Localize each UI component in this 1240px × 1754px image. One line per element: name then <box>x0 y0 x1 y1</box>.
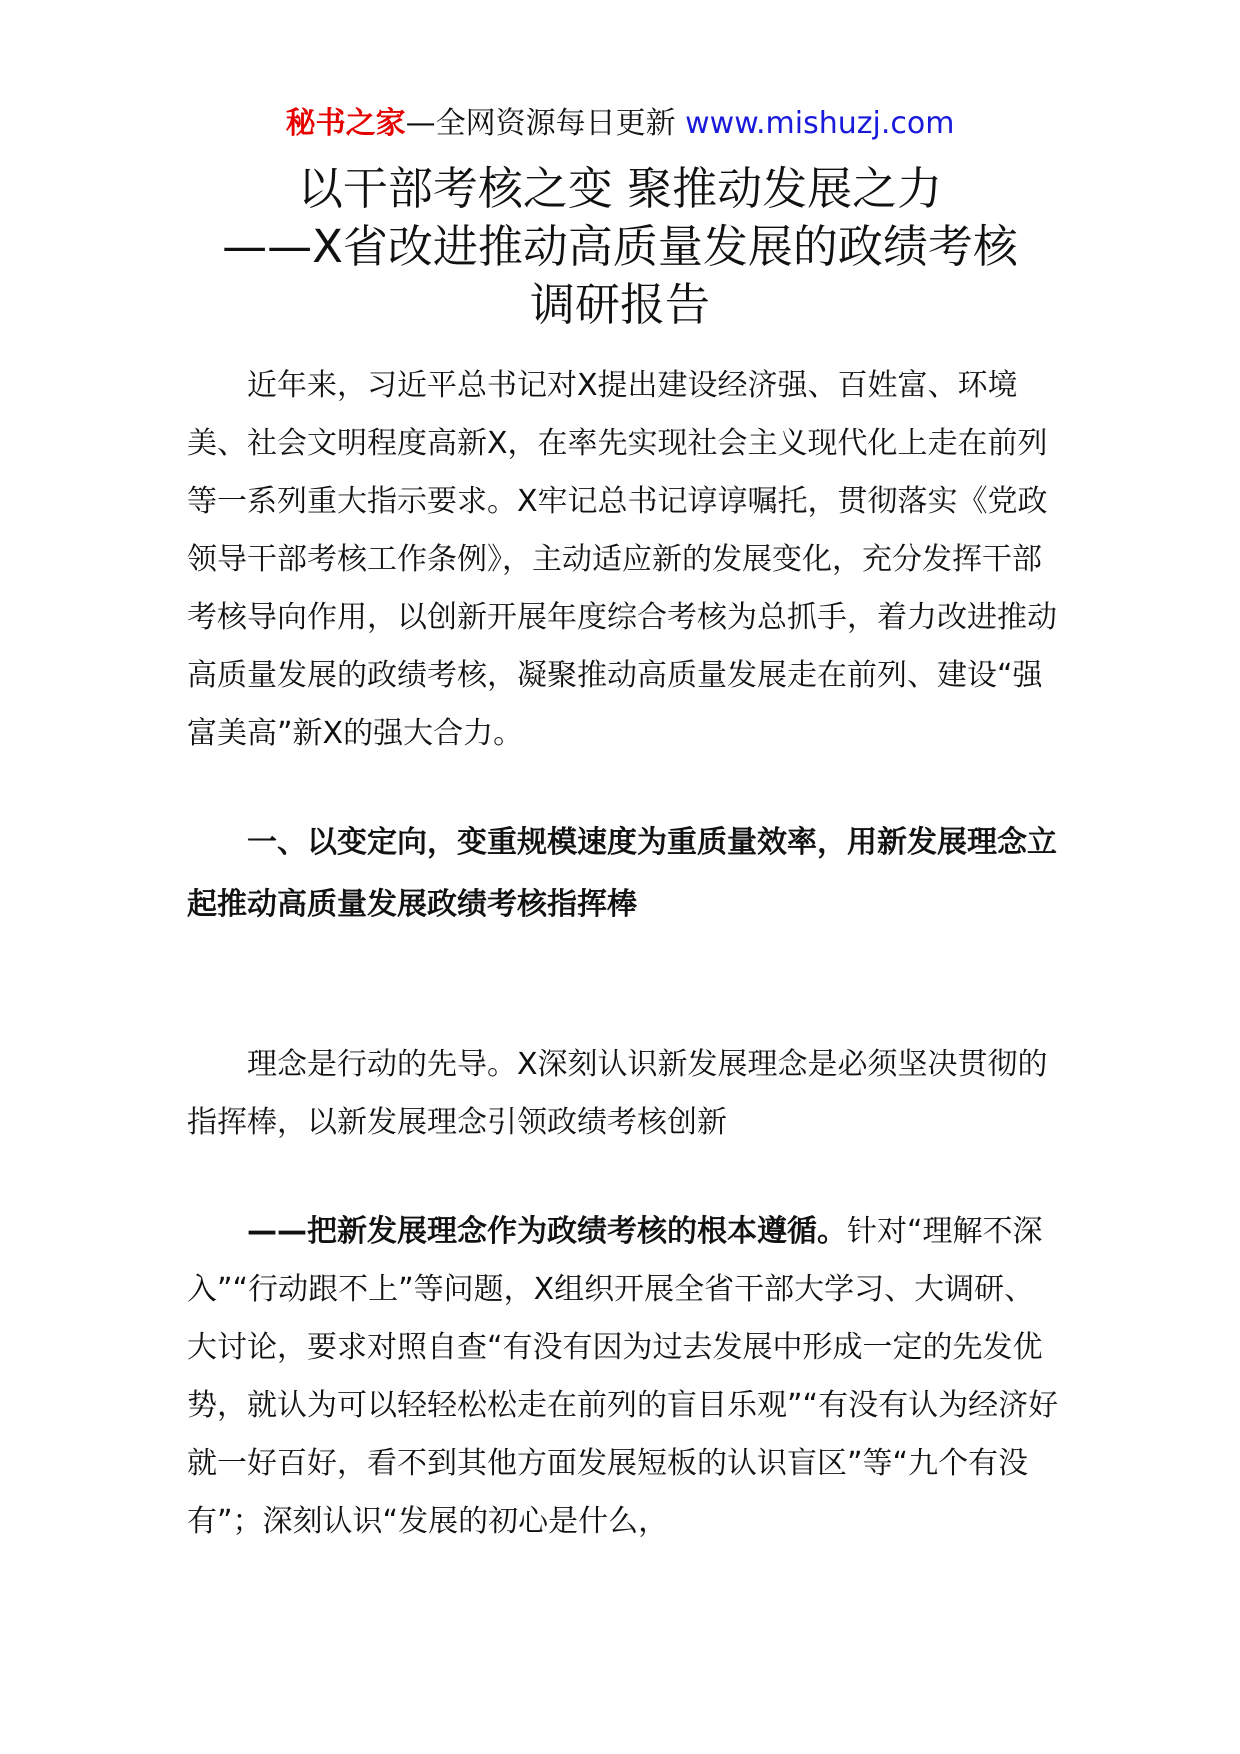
title-line-report: 调研报告 <box>529 278 710 331</box>
paragraph-body-text: 针对“理解不深入”“行动跟不上”等问题，X组织开展全省干部大学习、大调研、大讨论，要求对照自查“有没有因为过去发展中形成一定的先发优势，就认为可以轻轻松松走在前列的盲目乐观”“有没有认为经济好就一好百好，看不到其他方面发展短板的认识盲区”等“九个有没有”；深刻认识“发展的初心是什么， <box>187 1214 1059 1539</box>
body-paragraph-3 <box>187 1203 1063 1551</box>
paragraph-lead-sentence: ——把新发展理念作为政绩考核的根本遵循。 <box>247 1214 847 1249</box>
site-url-link[interactable]: www.mishuzj.com <box>685 106 955 141</box>
header-tagline: —全网资源每日更新 <box>405 106 686 141</box>
document-title <box>140 160 1100 334</box>
site-header <box>0 104 1240 144</box>
section-heading-1: 一、以变定向，变重规模速度为重质量效率，用新发展理念立起推动高质量发展政绩考核指挥棒 <box>187 825 1057 922</box>
intro-paragraph: 近年来，习近平总书记对X提出建设经济强、百姓富、环境美、社会文明程度高新X，在率先实现社会主义现代化上走在前列等一系列重大指示要求。X牢记总书记谆谆嘱托，贯彻落实《党政领导干部考核工作条例》，主动适应新的发展变化，充分发挥干部考核导向作用，以创新开展年度综合考核为总抓手，着力改进推动高质量发展的政绩考核，凝聚推动高质量发展走在前列、建设“强富美高”新X的强大合力。 <box>187 368 1057 751</box>
title-line-subtitle: ——X省改进推动高质量发展的政绩考核 <box>222 220 1018 273</box>
brand-name: 秘书之家 <box>285 106 406 141</box>
body-paragraph-2: 理念是行动的先导。X深刻认识新发展理念是必须坚决贯彻的指挥棒，以新发展理念引领政绩考核创新 <box>187 1047 1048 1140</box>
title-line-main: 以干部考核之变 聚推动发展之力 <box>297 162 943 215</box>
